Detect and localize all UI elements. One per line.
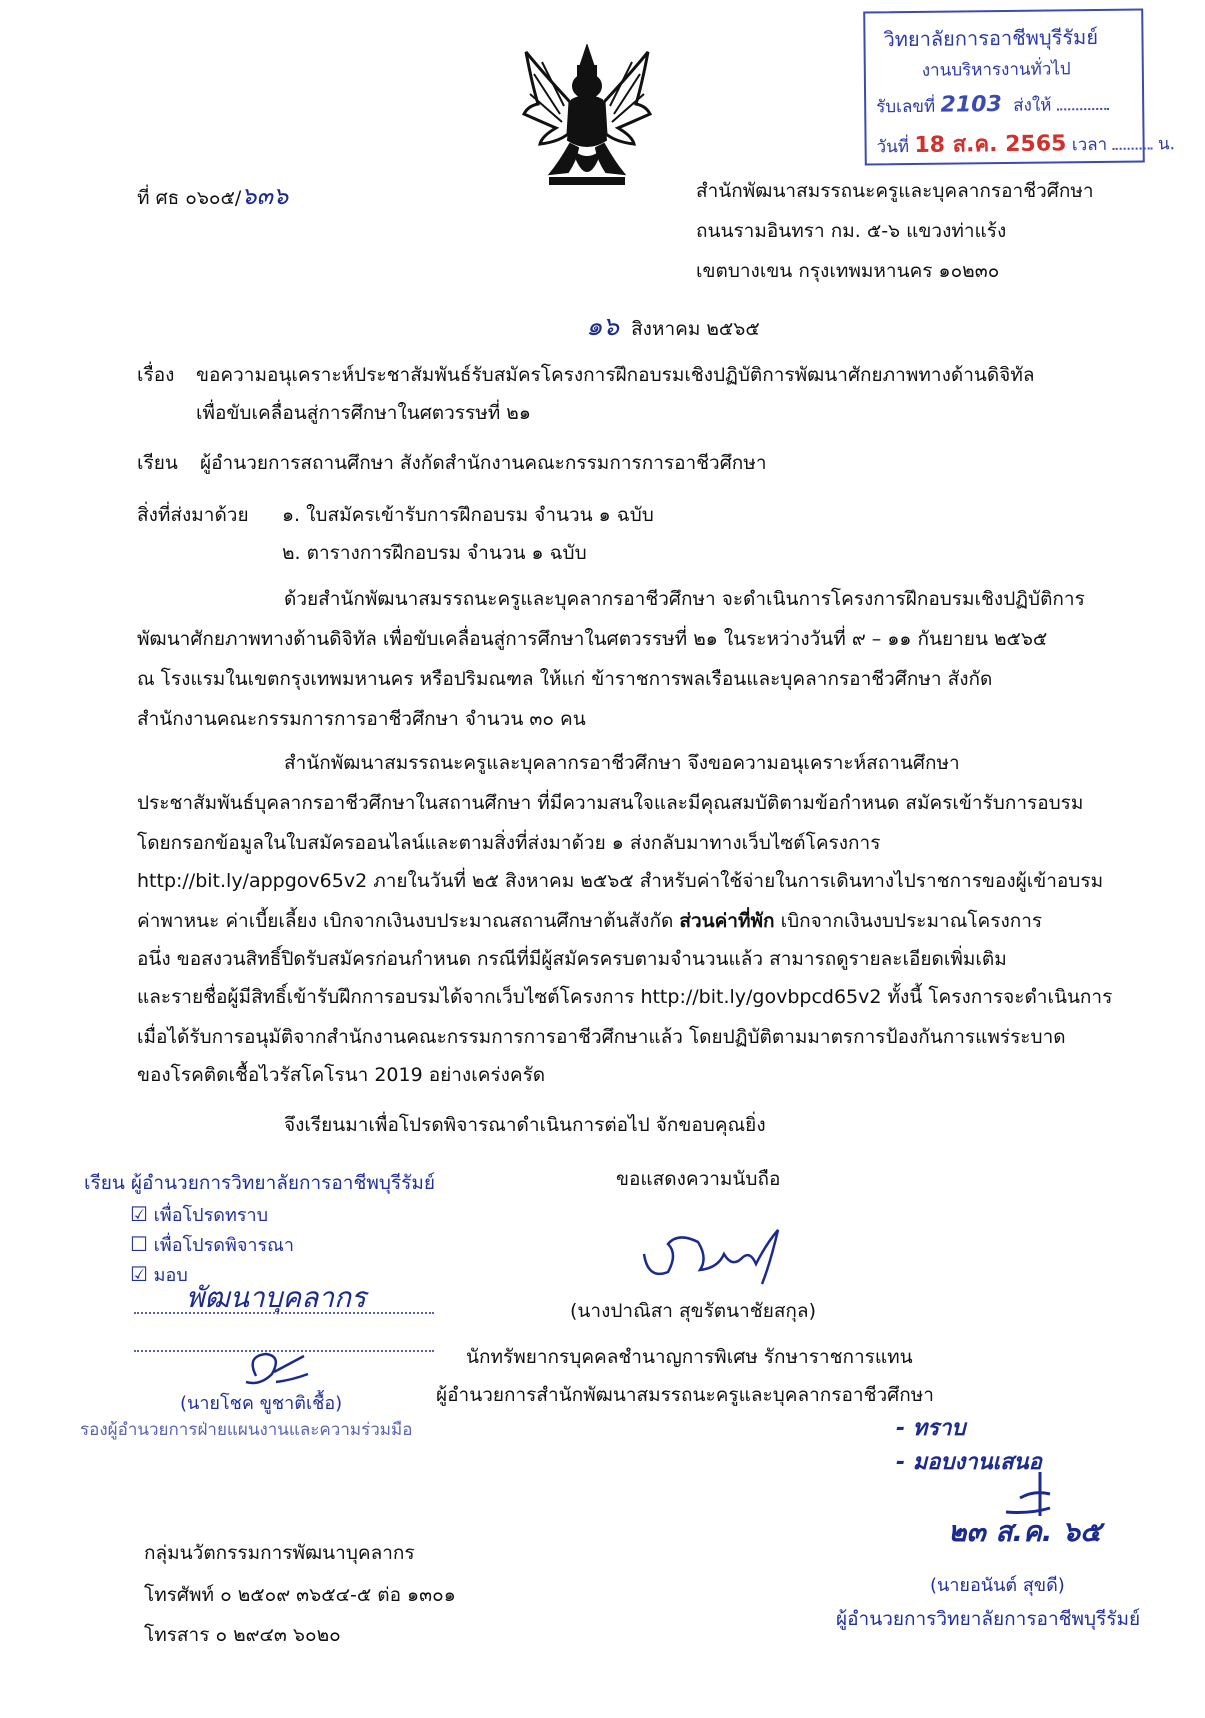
body-p2-line: ประชาสัมพันธ์บุคลากรอาชีวศึกษาในสถานศึกษา ที่มีความสนใจและมีคุณสมบัติตามข้อกำหนด สมัครเข้ารับการอบรม (137, 792, 1084, 814)
stamp-date-row (876, 124, 1175, 162)
body-p2-text: ค่าพาหนะ ค่าเบี้ยเลี้ยง เบิกจากเงินงบประมาณสถานศึกษาต้นสังกัด (137, 910, 674, 932)
signer-title-line1: นักทรัพยากรบุคคลชำนาญการพิเศษ รักษาราชการแทน (466, 1346, 913, 1368)
body-p2-line: โดยกรอกข้อมูลในใบสมัครออนไลน์และตามสิ่งที่ส่งมาด้วย ๑ ส่งกลับมาทางเว็บไซต์โครงการ (137, 832, 881, 854)
stamp-receive-label: รับเลขที่ (876, 96, 936, 118)
stamp-receive-row (876, 91, 1109, 120)
footer-unit: กลุ่มนวัตกรรมการพัฒนาบุคลากร (144, 1542, 415, 1564)
stamp-send-to-label: ส่งให้ (1013, 95, 1052, 116)
sender-address-line3: เขตบางเขน กรุงเทพมหานคร ๑๐๒๓๐ (696, 260, 1000, 282)
stamp-date-label: วันที่ (876, 136, 910, 158)
body-p2-line: ของโรคติดเชื้อไวรัสโคโรนา 2019 อย่างเคร่งครัด (137, 1064, 546, 1086)
director-date-handwritten: ๒๓ ส.ค. ๖๕ (948, 1515, 1102, 1548)
date-month-year: สิงหาคม ๒๕๖๕ (631, 318, 760, 340)
memo-option-label: เพื่อโปรดทราบ (153, 1205, 269, 1226)
body-p2-line: และรายชื่อผู้มีสิทธิ์เข้ารับฝึกการอบรมได้จากเว็บไซต์โครงการ http://bit.ly/govbpcd65v2 ทั้งนี้ โครงการจะดำเนินการ (137, 986, 1113, 1008)
body-p2-line: อนึ่ง ขอสงวนสิทธิ์ปิดรับสมัครก่อนกำหนด กรณีที่มีผู้สมัครครบตามจำนวนแล้ว สามารถดูรายละเอียดเพิ่มเติม (137, 948, 1007, 970)
stamp-org: วิทยาลัยการอาชีพบุรีรัมย์ (883, 25, 1099, 52)
subject-line2: เพื่อขับเคลื่อนสู่การศึกษาในศตวรรษที่ ๒๑ (196, 402, 531, 424)
memo-signer-title: รองผู้อำนวยการฝ่ายแผนงานและความร่วมมือ (80, 1420, 413, 1440)
closing-line: จึงเรียนมาเพื่อโปรดพิจารณาดำเนินการต่อไป จักขอบคุณยิ่ง (284, 1114, 766, 1136)
memo-option (130, 1230, 294, 1259)
signature-scribble-icon (638, 1224, 788, 1286)
body-p2-line: เมื่อได้รับการอนุมัติจากสำนักงานคณะกรรมการการอาชีวศึกษาแล้ว โดยปฏิบัติตามมาตรการป้องกันการแพร่ระบาด (137, 1026, 1066, 1048)
subject-label: เรื่อง (137, 364, 175, 386)
body-p1-line: ณ โรงแรมในเขตกรุงเทพมหานคร หรือปริมณฑล ให้แก่ ข้าราชการพลเรือนและบุคลากรอาชีวศึกษา สังกัด (137, 668, 993, 690)
signer-name: (นางปาณิสา สุขรัตนาชัยสกุล) (570, 1300, 816, 1322)
memo-option (130, 1260, 188, 1289)
director-name: (นายอนันต์ สุขดี) (930, 1575, 1065, 1596)
reference-prefix: ที่ ศธ ๐๖๐๕/ (137, 187, 242, 209)
subject-line1: ขอความอนุเคราะห์ประชาสัมพันธ์รับสมัครโครงการฝึกอบรมเชิงปฏิบัติการพัฒนาศักยภาพทางด้านดิจิทัล (196, 364, 1035, 386)
stamp-time-label: เวลา (1071, 134, 1108, 156)
to-recipient: ผู้อำนวยการสถานศึกษา สังกัดสำนักงานคณะกรรมการการอาชีวศึกษา (200, 452, 767, 474)
memo-signer-name: (นายโชค ขูชาติเชื้อ) (180, 1393, 343, 1414)
memo-option-label: มอบ (153, 1265, 188, 1286)
memo-dotted-line (134, 1312, 434, 1314)
to-label: เรียน (137, 452, 178, 474)
enclosures-label: สิ่งที่ส่งมาด้วย (137, 504, 249, 526)
footer-phone: โทรศัพท์ ๐ ๒๕๐๙ ๓๖๕๔-๕ ต่อ ๑๓๐๑ (144, 1584, 456, 1606)
stamp-time-suffix: น. (1157, 134, 1176, 155)
body-p2-line: สำนักพัฒนาสมรรถนะครูและบุคลากรอาชีวศึกษา จึงขอความอนุเคราะห์สถานศึกษา (284, 752, 960, 774)
body-p2-line (137, 906, 1042, 936)
checkbox-checked-icon: ☑ (130, 1202, 148, 1226)
date-day-handwritten: ๑๖ (586, 312, 620, 342)
body-p1-line: พัฒนาศักยภาพทางด้านดิจิทัล เพื่อขับเคลื่อนสู่การศึกษาในศตวรรษที่ ๒๑ ในระหว่างวันที่ ๙ – ๑๑ กันยายน ๒๕๖๕ (137, 628, 1048, 650)
receiving-stamp (863, 9, 1176, 166)
garuda-emblem-icon (520, 44, 654, 192)
regards: ขอแสดงความนับถือ (616, 1168, 781, 1190)
memo-handwritten-assign: พัฒนาบุคลากร (186, 1281, 366, 1314)
memo-option (130, 1200, 268, 1229)
stamp-dept: งานบริหารงานทั่วไป (921, 59, 1071, 81)
body-p2-bold: ส่วนค่าที่พัก (679, 910, 775, 932)
stamp-receive-no: 2103 (940, 92, 1002, 118)
signer-title-line2: ผู้อำนวยการสำนักพัฒนาสมรรถนะครูและบุคลากรอาชีวศึกษา (436, 1384, 934, 1406)
memo-option-label: เพื่อโปรดพิจารณา (153, 1235, 294, 1256)
director-note: - มอบงานเสนอ (896, 1450, 1042, 1475)
body-p2-text: เบิกจากเงินงบประมาณโครงการ (780, 910, 1043, 932)
sender-address-line1: สำนักพัฒนาสมรรถนะครูและบุคลากรอาชีวศึกษา (696, 180, 1094, 202)
memo-to: เรียน ผู้อำนวยการวิทยาลัยการอาชีพบุรีรัมย์ (84, 1172, 436, 1194)
body-p1-line: สำนักงานคณะกรรมการการอาชีวศึกษา จำนวน ๓๐ คน (137, 708, 586, 730)
sender-address-line2: ถนนรามอินทรา กม. ๕-๖ แขวงท่าแร้ง (696, 220, 1007, 242)
director-note: - ทราบ (896, 1416, 966, 1441)
director-title: ผู้อำนวยการวิทยาลัยการอาชีพบุรีรัมย์ (836, 1608, 1141, 1630)
enclosure-item: ๑. ใบสมัครเข้ารับการฝึกอบรม จำนวน ๑ ฉบับ (282, 504, 654, 526)
enclosure-item: ๒. ตารางการฝึกอบรม จำนวน ๑ ฉบับ (282, 542, 587, 564)
checkbox-empty-icon: ☐ (130, 1232, 148, 1256)
letter-date (586, 306, 760, 347)
stamp-date: 18 ส.ค. 2565 (914, 131, 1067, 158)
body-p1-line: ด้วยสำนักพัฒนาสมรรถนะครูและบุคลากรอาชีวศึกษา จะดำเนินการโครงการฝึกอบรมเชิงปฏิบัติการ (284, 588, 1085, 610)
reference-handwritten-no: ๖๓๖ (241, 182, 289, 210)
checkbox-checked-icon: ☑ (130, 1262, 148, 1286)
footer-fax: โทรสาร ๐ ๒๙๔๓ ๖๐๒๐ (144, 1624, 341, 1646)
reference-number (137, 176, 288, 215)
body-p2-line: http://bit.ly/appgov65v2 ภายในวันที่ ๒๕ สิงหาคม ๒๕๖๕ สำหรับค่าใช้จ่ายในการเดินทางไปราชการของผู้เข้าอบรม (137, 870, 1104, 892)
